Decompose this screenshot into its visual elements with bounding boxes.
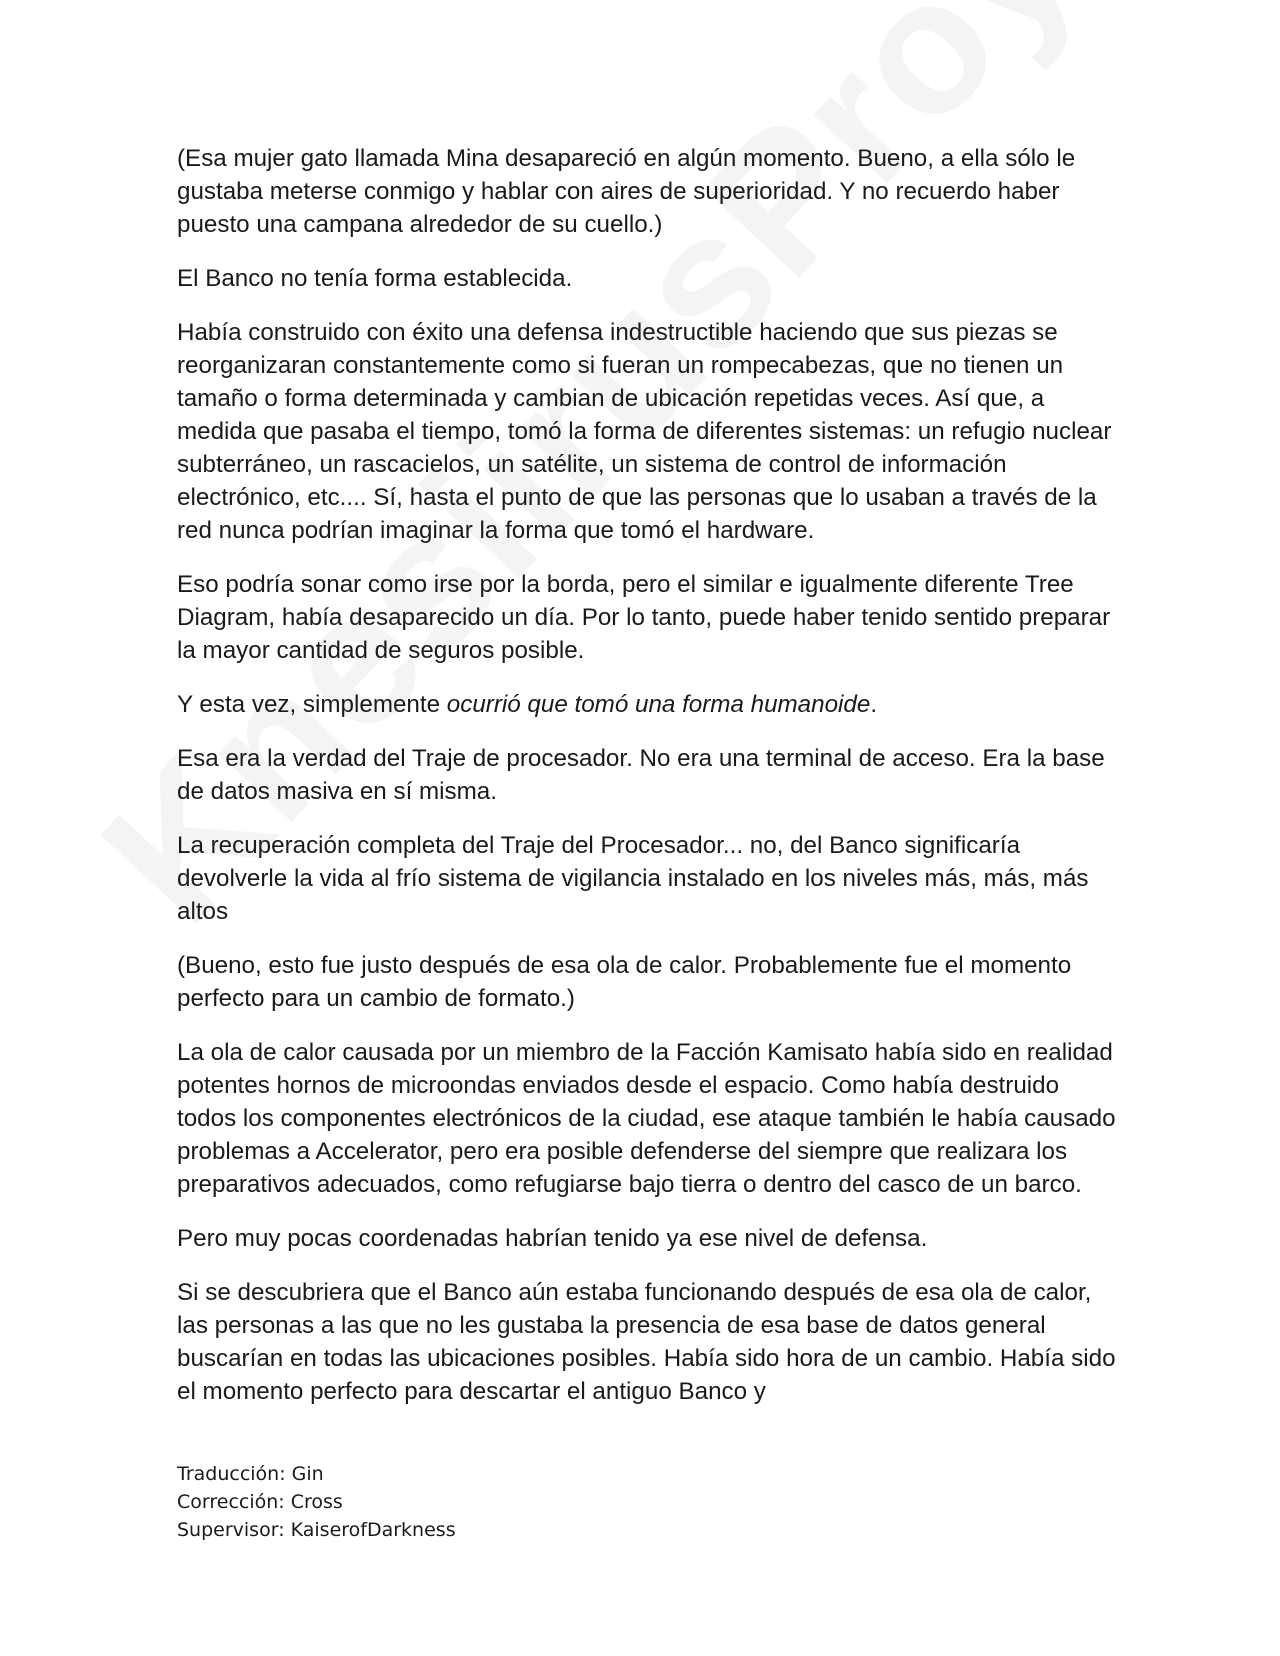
paragraph: (Bueno, esto fue justo después de esa ola de calor. Probablemente fue el momento perfecto para un cambio de formato.)	[177, 952, 1072, 1012]
paragraph-text: Y esta vez, simplemente	[177, 691, 447, 718]
credit-translation: Traducción: Gin	[177, 1463, 324, 1485]
paragraph: El Banco no tenía forma establecida.	[177, 265, 573, 292]
paragraph: La ola de calor causada por un miembro de la Facción Kamisato había sido en realidad potentes hornos de microondas enviados desde el espacio. Como había destruido todos los componentes electrónicos de la ciudad, ese ataque también le había causado problemas a Accelerator, pero era posible defenderse del siempre que realizara los preparativos adecuados, como refugiarse bajo tierra o dentro del casco de un barco.	[177, 1039, 1116, 1198]
paragraph: La recuperación completa del Traje del Procesador... no, del Banco significaría devolverle la vida al frío sistema de vigilancia instalado en los niveles más, más, más altos	[177, 832, 1089, 925]
paragraph-text: .	[870, 691, 878, 718]
paragraph: Pero muy pocas coordenadas habrían tenido ya ese nivel de defensa.	[177, 1225, 928, 1252]
credit-supervisor: Supervisor: KaiserofDarkness	[177, 1519, 456, 1541]
italic-text: ocurrió que tomó una forma humanoide	[446, 691, 871, 718]
paragraph: (Esa mujer gato llamada Mina desapareció en algún momento. Bueno, a ella sólo le gustaba meterse conmigo y hablar con aires de superioridad. Y no recuerdo haber puesto una campana alrededor de su cuello.)	[177, 145, 1076, 238]
credits-block	[177, 1460, 456, 1544]
credit-correction: Corrección: Cross	[177, 1491, 343, 1513]
paragraph: Había construido con éxito una defensa indestructible haciendo que sus piezas se reorganizaran constantemente como si fueran un rompecabezas, que no tienen un tamaño o forma determinada y cambian de ubicación repetidas veces. Así que, a medida que pasaba el tiempo, tomó la forma de diferentes sistemas: un refugio nuclear subterráneo, un rascacielos, un satélite, un sistema de control de información electrónico, etc.... Sí, hasta el punto de que las personas que lo usaban a través de la red nunca podrían imaginar la forma que tomó el hardware.	[177, 319, 1112, 544]
paragraph: Esa era la verdad del Traje de procesador. No era una terminal de acceso. Era la base de datos masiva en sí misma.	[177, 745, 1105, 805]
paragraph: Si se descubriera que el Banco aún estaba funcionando después de esa ola de calor, las personas a las que no les gustaba la presencia de esa base de datos general buscarían en todas las ubicaciones posibles. Había sido hora de un cambio. Había sido el momento perfecto para descartar el antiguo Banco y	[177, 1279, 1116, 1405]
body-text	[177, 142, 1117, 1429]
paragraph: Eso podría sonar como irse por la borda, pero el similar e igualmente diferente Tree Diagram, había desaparecido un día. Por lo tanto, puede haber tenido sentido preparar la mayor cantidad de seguros posible.	[177, 571, 1111, 664]
paragraph	[177, 688, 1117, 721]
